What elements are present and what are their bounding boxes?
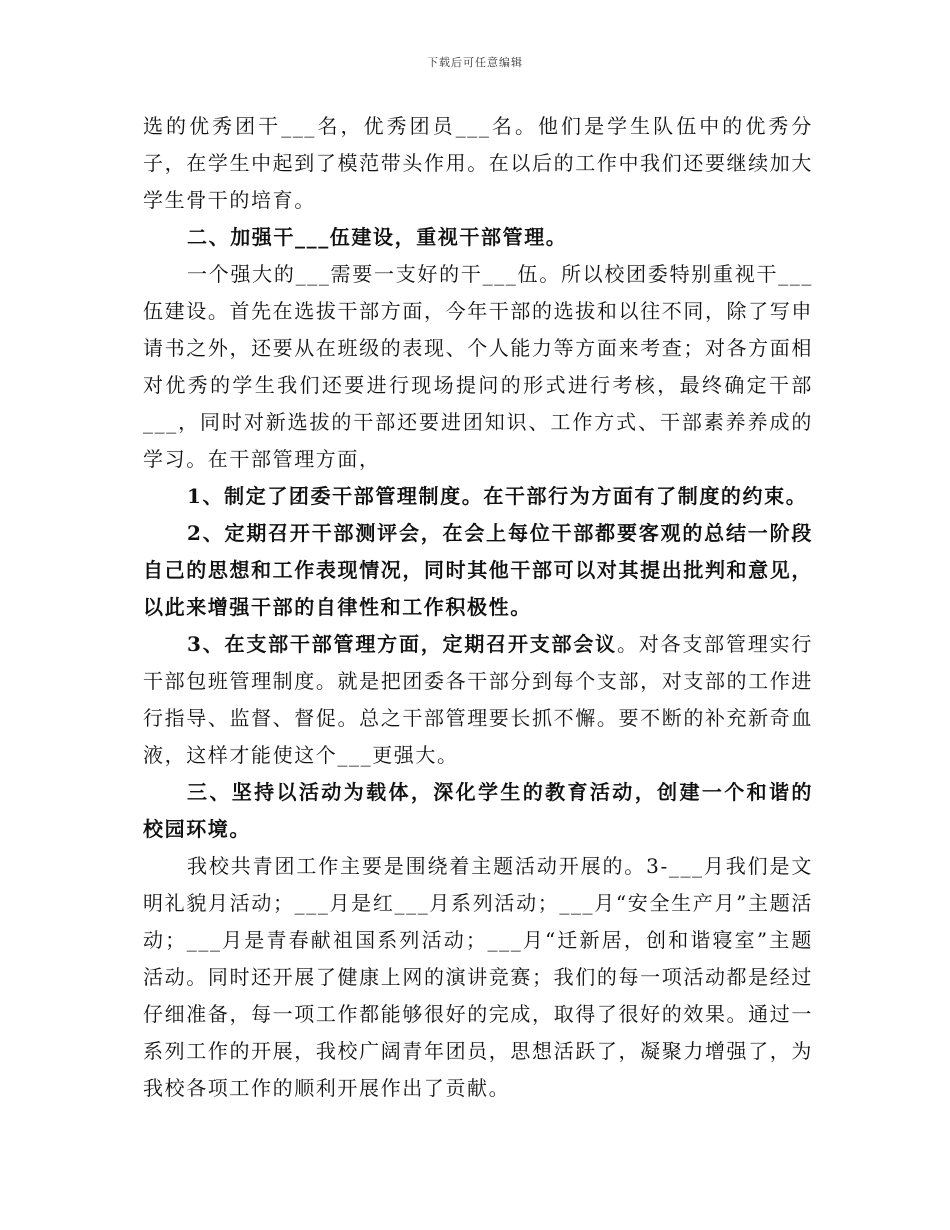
paragraph-activities: 我校共青团工作主要是围绕着主题活动开展的。3-___月我们是文明礼貌月活动；___月是红___月系列活动；___月“安全生产月”主题活动；___月是青春献祖国系列活动；___月“迁新居，创和谐寝室”主题活动。同时还开展了健康上网的演讲竞赛；我们的每一项活动都是经过仔细准备，每一项工作都能够很好的完成，取得了很好的效果。通过一系列工作的开展，我校广阔青年团员，思想活跃了，凝聚力增强了，为我校各项工作的顺利开展作出了贡献。 xyxy=(143,854,813,1100)
list-item-3-body: 。对各支部管理实行干部包班管理制度。就是把团委各干部分到每个支部，对支部的工作进行指导、监督、督促。总之干部管理要长抓不懈。要不断的补充新奇血液，这样才能使这个___更强大。 xyxy=(143,632,813,767)
section-heading-2: 二、加强干___伍建设，重视干部管理。 xyxy=(187,225,568,249)
list-item-3-lead: 3、在支部干部管理方面，定期召开支部会议 xyxy=(187,632,617,656)
paragraph-cadre-awards: 选的优秀团干___名，优秀团员___名。他们是学生队伍中的优秀分子，在学生中起到了模范带头作用。在以后的工作中我们还要继续加大学生骨干的培育。 xyxy=(143,114,813,212)
document-body xyxy=(143,108,813,1107)
list-item-3 xyxy=(143,626,813,774)
page-header: 下载后可任意编辑 xyxy=(427,56,523,69)
section-heading-3: 三、坚持以活动为载体，深化学生的教育活动，创建一个和谐的校园环境。 xyxy=(143,780,813,841)
paragraph-cadre-selection: 一个强大的___需要一支好的干___伍。所以校团委特别重视干___伍建设。首先在选拔干部方面，今年干部的选拔和以往不同，除了写申请书之外，还要从在班级的表现、个人能力等方面来考查；对各方面相对优秀的学生我们还要进行现场提问的形式进行考核，最终确定干部___，同时对新选拔的干部还要进团知识、工作方式、干部素养养成的学习。在干部管理方面， xyxy=(143,262,813,471)
list-item-1: 1、制定了团委干部管理制度。在干部行为方面有了制度的约束。 xyxy=(187,484,808,508)
list-item-2: 2、定期召开干部测评会，在会上每位干部都要客观的总结一阶段自己的思想和工作表现情况，同时其他干部可以对其提出批判和意见，以此来增强干部的自律性和工作积极性。 xyxy=(143,521,813,619)
